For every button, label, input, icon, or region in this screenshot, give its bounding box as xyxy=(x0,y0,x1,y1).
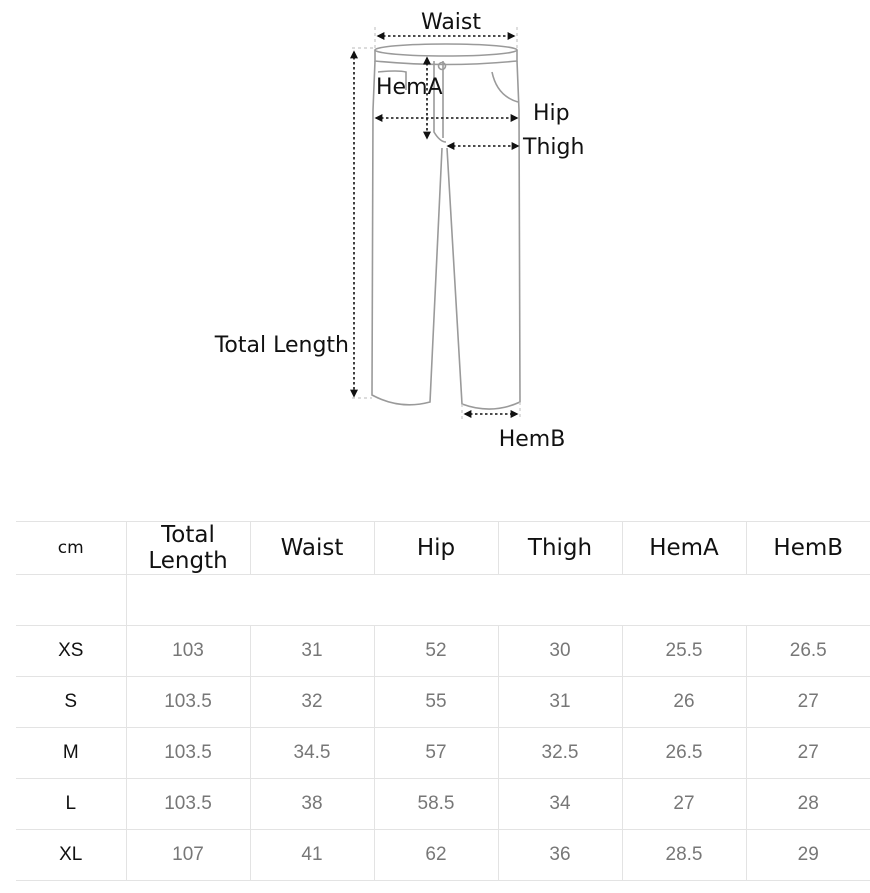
measurement-cell: 103.5 xyxy=(126,728,250,779)
header-waist: Waist xyxy=(250,522,374,575)
measurement-cell: 103.5 xyxy=(126,677,250,728)
measurement-cell: 27 xyxy=(746,677,870,728)
measurement-cell: 103.5 xyxy=(126,779,250,830)
table-row xyxy=(16,728,870,779)
hip-label: Hip xyxy=(533,101,570,126)
size-label: XS xyxy=(16,626,126,677)
measurement-cell: 36 xyxy=(498,830,622,881)
measurement-cell: 28 xyxy=(746,779,870,830)
size-chart-table xyxy=(16,521,870,881)
measurement-cell: 34 xyxy=(498,779,622,830)
unit-header: cm xyxy=(16,522,126,575)
size-label: XL xyxy=(16,830,126,881)
measurement-cell: 107 xyxy=(126,830,250,881)
total-length-label: Total Length xyxy=(214,333,349,358)
measurement-cell: 27 xyxy=(746,728,870,779)
measurement-cell: 30 xyxy=(498,626,622,677)
measurement-cell: 25.5 xyxy=(622,626,746,677)
table-row xyxy=(16,779,870,830)
measurement-cell: 62 xyxy=(374,830,498,881)
spacer-cell xyxy=(126,575,870,626)
measurement-cell: 103 xyxy=(126,626,250,677)
table-row xyxy=(16,677,870,728)
measurement-cell: 31 xyxy=(250,626,374,677)
measurement-cell: 29 xyxy=(746,830,870,881)
measurement-cell: 41 xyxy=(250,830,374,881)
size-label: M xyxy=(16,728,126,779)
header-hip: Hip xyxy=(374,522,498,575)
table-row xyxy=(16,626,870,677)
thigh-label: Thigh xyxy=(523,135,585,160)
measurement-cell: 32 xyxy=(250,677,374,728)
hem-b-label: HemB xyxy=(498,427,566,452)
measurement-cell: 28.5 xyxy=(622,830,746,881)
size-label: L xyxy=(16,779,126,830)
measurement-cell: 26.5 xyxy=(746,626,870,677)
header-total-length: Total Length xyxy=(126,522,250,575)
spacer-row xyxy=(16,575,870,626)
measurement-cell: 52 xyxy=(374,626,498,677)
measurement-cell: 55 xyxy=(374,677,498,728)
measurement-cell: 34.5 xyxy=(250,728,374,779)
size-label: S xyxy=(16,677,126,728)
measurement-cell: 32.5 xyxy=(498,728,622,779)
waist-label: Waist xyxy=(420,10,482,35)
measurement-cell: 58.5 xyxy=(374,779,498,830)
header-row xyxy=(16,522,870,575)
measurement-cell: 26.5 xyxy=(622,728,746,779)
table-row xyxy=(16,830,870,881)
header-thigh: Thigh xyxy=(498,522,622,575)
hem-a-label: HemA xyxy=(376,75,443,100)
header-hem-a: HemA xyxy=(622,522,746,575)
measurement-cell: 57 xyxy=(374,728,498,779)
measurement-cell: 31 xyxy=(498,677,622,728)
measurement-cell: 38 xyxy=(250,779,374,830)
header-hem-b: HemB xyxy=(746,522,870,575)
spacer-cell xyxy=(16,575,126,626)
measurement-cell: 26 xyxy=(622,677,746,728)
measurement-cell: 27 xyxy=(622,779,746,830)
size-rows xyxy=(16,626,870,881)
